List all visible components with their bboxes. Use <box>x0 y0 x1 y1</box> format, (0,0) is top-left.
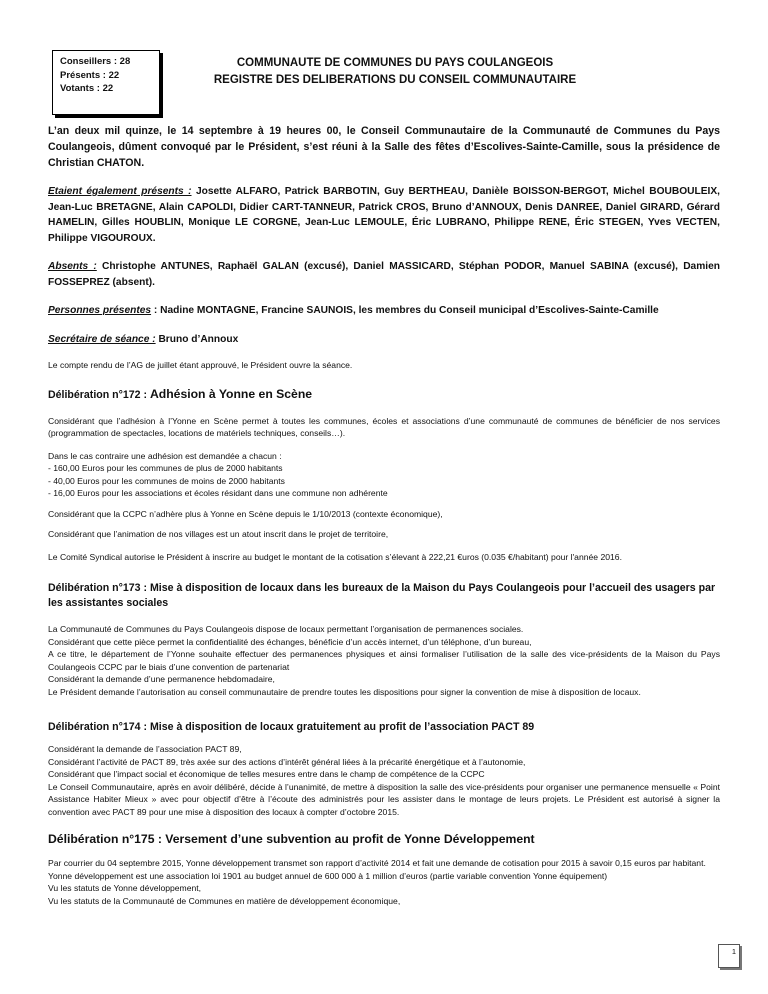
presents-label: Etaient également présents : <box>48 186 192 197</box>
d174-heading: Délibération n°174 : Mise à disposition de locaux gratuitement au profit de l’association PACT 89 <box>48 721 535 733</box>
header-line-2: REGISTRE DES DELIBERATIONS DU CONSEIL COMMUNAUTAIRE <box>213 74 577 86</box>
text-line: Vu les statuts de Yonne développement, <box>48 883 202 893</box>
list-item: - 40,00 Euros pour les communes de moins de 2000 habitants <box>48 475 285 486</box>
text-line: Considérant la demande d’une permanence hebdomadaire, <box>48 674 275 684</box>
text-line: Yonne développement est une association loi 1901 au budget annuel de 600 000 à 1 million d’euros (partie variable convention Yonne équipement) <box>48 870 608 881</box>
text-line: A ce titre, le département de l’Yonne souhaite effectuer des permanences physiques et ainsi formaliser l’utilisation de la salle des vice-présidents de la Maison du Pays Coulangeois CCPC par le biais d’une convention de partenariat <box>48 649 720 672</box>
presents-names: Josette ALFARO, Patrick BARBOTIN, Guy BERTHEAU, Danièle BOISSON-BERGOT, Michel BOUBOULEIX, Jean-Luc BRETAGNE, Alain CAPOLDI, Didier CART-TANNEUR, Patrick CROS, Bruno d’ANNOUX, Denis DANREE, Daniel GIRARD, Gérard HAMELIN, Gilles HOUBLIN, Monique LE CORGNE, Jean-Luc LEMOULE, Éric LUBRANO, Philippe RENE, Éric STEGEN, Yves VECTEN, Philippe VIGOUROUX. <box>48 186 720 244</box>
absents-paragraph <box>48 259 720 290</box>
text-line: Considérant l’activité de PACT 89, très axée sur des actions d’intérêt général liées à la précarité énergétique et à l’autonomie, <box>48 756 526 767</box>
text-line: Par courrier du 04 septembre 2015, Yonne développement transmet son rapport d’activité 2014 et fait une demande de cotisation pour 2015 à savoir 0,15 euros par habitant. <box>48 858 706 868</box>
secretaire-name: Bruno d’Annoux <box>155 333 239 345</box>
text-line: Le Président demande l’autorisation au conseil communautaire de prendre toutes les dispositions pour signer la convention de mise à disposition de locaux. <box>48 686 641 697</box>
d172-prefix: Délibération n°172 : <box>48 388 150 401</box>
document-header <box>175 55 615 89</box>
absents-names: Christophe ANTUNES, Raphaël GALAN (excusé), Daniel MASSICARD, Stéphan PODOR, Manuel SABINA (excusé), Damien FOSSEPREZ (absent). <box>48 261 720 288</box>
absents-label: Absents : <box>48 261 97 272</box>
page-number: 1 <box>718 944 740 968</box>
compte-rendu-line: Le compte rendu de l’AG de juillet étant approuvé, le Président ouvre la séance. <box>48 360 353 370</box>
text-line: Vu les statuts de la Communauté de Communes en matière de développement économique, <box>48 895 401 906</box>
d175-body <box>48 857 720 907</box>
document-body <box>48 123 720 907</box>
d175-heading: Délibération n°175 : Versement d’une subvention au profit de Yonne Développement <box>48 832 535 846</box>
d172-p2: Considérant que la CCPC n’adhère plus à Yonne en Scène depuis le 1/10/2013 (contexte économique), <box>48 508 443 519</box>
list-item: - 16,00 Euros pour les associations et écoles résidant dans une commune non adhérente <box>48 488 388 498</box>
d173-body <box>48 623 720 698</box>
d172-list-intro: Dans le cas contraire une adhésion est demandée a chacun : <box>48 450 282 461</box>
personnes-names: : Nadine MONTAGNE, Francine SAUNOIS, les membres du Conseil municipal d’Escolives-Sainte-Camille <box>151 305 659 316</box>
d172-list <box>48 462 720 500</box>
d172-p3: Considérant que l’animation de nos villages est un atout inscrit dans le projet de territoire, <box>48 529 389 539</box>
personnes-paragraph <box>48 303 720 319</box>
conseillers-count: Conseillers : 28 <box>60 56 131 67</box>
attendance-box <box>52 50 160 115</box>
text-line: Considérant la demande de l’association PACT 89, <box>48 744 242 754</box>
secretaire-label: Secrétaire de séance : <box>48 333 156 345</box>
intro-paragraph: L’an deux mil quinze, le 14 septembre à 19 heures 00, le Conseil Communautaire de la Communauté de Communes du Pays Coulangeois, dûment convoqué par le Président, s’est réuni à la Salle des fêtes d’Escolives-Sainte-Camille, sous la présidence de Christian CHATON. <box>48 125 720 169</box>
d172-title: Adhésion à Yonne en Scène <box>149 386 313 401</box>
presents-paragraph <box>48 184 720 246</box>
text-line: Considérant que cette pièce permet la confidentialité des échanges, bénéficie d’un accès internet, d’un téléphone, d’un bureau, <box>48 636 532 647</box>
list-item: - 160,00 Euros pour les communes de plus de 2000 habitants <box>48 463 283 473</box>
d172-p1: Considérant que l’adhésion à l’Yonne en Scène permet à toutes les communes, écoles et associations d’une communauté de communes de bénéficier de nos services (programmation de spectacles, locations de matériels techniques, conseils…). <box>48 415 720 438</box>
personnes-label: Personnes présentes <box>48 305 152 316</box>
text-line: Le Conseil Communautaire, après en avoir délibéré, décide à l’unanimité, de mettre à disposition la salle des vice-présidents pour organiser une permanence mensuelle « Point Assistance Habiter Mieux » avec pour objectif d’être à l’écoute des administrés pour les assister dans le montage de leurs projets. Le Président est autorisé à signer la convention avec PACT 89 pour une mise à disposition des locaux à compter d’octobre 2015. <box>48 781 720 817</box>
secretaire-paragraph <box>48 332 720 348</box>
presents-count: Présents : 22 <box>60 69 120 81</box>
header-line-1: COMMUNAUTE DE COMMUNES DU PAYS COULANGEOIS <box>236 57 554 69</box>
d172-p4: Le Comité Syndical autorise le Président à inscrire au budget le montant de la cotisation s’élevant à 222,21 €uros (0.035 €/habitant) pour l'année 2016. <box>48 551 622 562</box>
text-line: Considérant que l’impact social et économique de telles mesures entre dans le champ de compétence de la CCPC <box>48 769 485 779</box>
text-line: La Communauté de Communes du Pays Coulangeois dispose de locaux permettant l’organisation de permanences sociales. <box>48 624 524 634</box>
d174-body <box>48 743 720 818</box>
d173-heading: Délibération n°173 : Mise à disposition de locaux dans les bureaux de la Maison du Pays Coulangeois pour l’accueil des usagers par les assistantes sociales <box>48 582 716 609</box>
votants-count: Votants : 22 <box>60 83 114 94</box>
d172-heading <box>48 387 720 403</box>
